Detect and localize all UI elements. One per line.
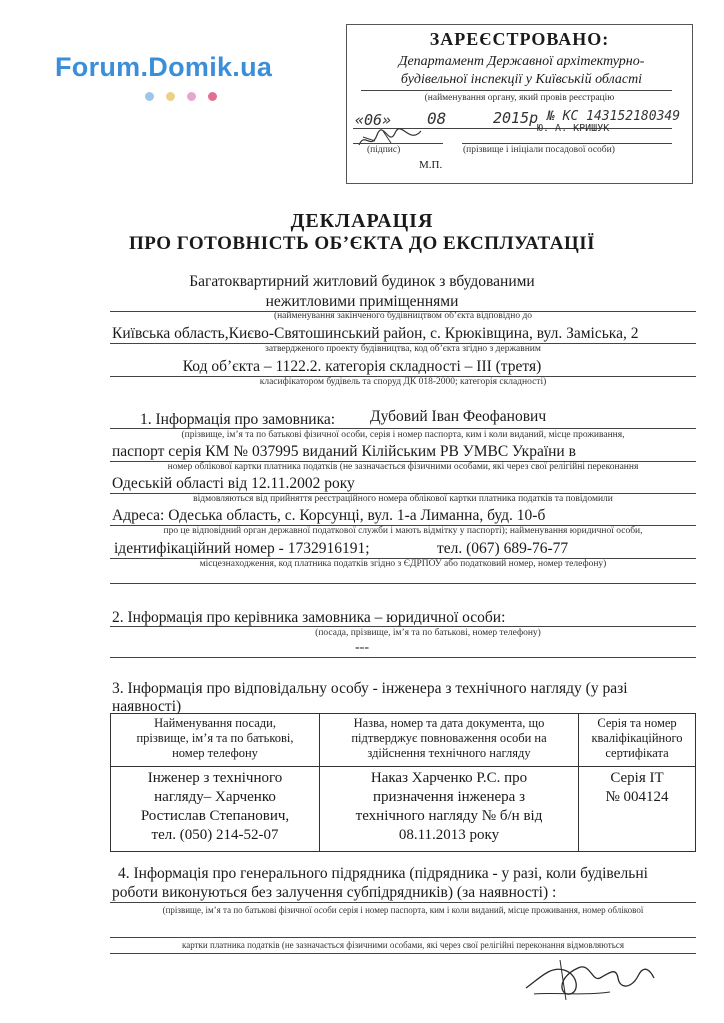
section1-heading: 1. Інформація про замовника:	[140, 411, 336, 428]
signature	[520, 948, 660, 1008]
section3-heading-line2: наявності)	[112, 698, 182, 715]
section2-heading: 2. Інформація про керівника замовника – юридичної особи:	[112, 609, 506, 626]
cell-text: 08.11.2013 року	[398, 827, 500, 843]
customer-name: Дубовий Іван Феофанович	[370, 408, 547, 425]
table-cell	[579, 767, 696, 852]
section1-caption1: (прізвище, ім’я та по батькові фізичної особи, серія і номер паспорта, ким і коли виданий, місце проживання,	[181, 430, 625, 440]
header-text: номер телефону	[172, 746, 258, 760]
object-address: Київська область,Києво-Святошинський район, с. Крюківщина, вул. Заміська, 2	[112, 325, 639, 342]
section3-heading-line1: 3. Інформація про відповідальну особу - інженера з технічного нагляду (у разі	[112, 680, 628, 697]
customer-passport: паспорт серія КМ № 037995 виданий Кілійським РВ УМВС України в	[112, 443, 576, 460]
stamp-mp: М.П.	[419, 159, 443, 171]
site-logo: Forum.Domik.ua	[55, 52, 273, 82]
object-caption3: класифікатором будівель та споруд ДК 018-2000; категорія складності)	[259, 377, 547, 387]
header-text: Найменування посади,	[154, 716, 276, 730]
object-name-line2: нежитловими приміщеннями	[265, 293, 459, 310]
section2-value: ---	[355, 640, 369, 655]
header-text: Назва, номер та дата документа, що	[353, 716, 545, 730]
stamp-dept-line1: Департамент Державної архітектурно-	[398, 54, 645, 69]
object-caption2: затвердженого проекту будівництва, код об’єкта згідно з державним	[265, 344, 541, 354]
passport-issued: Одеській області від 12.11.2002 року	[112, 475, 355, 492]
section4-heading-line1: 4. Інформація про генерального підрядника (підрядника - у разі, коли будівельні	[118, 865, 648, 882]
table-header-cell	[579, 714, 696, 767]
section4-caption1: (прізвище, ім’я та по батькові фізичної особи серія і номер паспорта, ким і коли виданий, місце проживання, номер облікової	[162, 905, 644, 915]
stamp-name: Ю. А. КРИШУК	[537, 123, 610, 134]
header-text: здійснення технічного нагляду	[367, 746, 531, 760]
cell-text: Ростислав Степанович,	[140, 808, 290, 824]
cell-text: Серія ІТ	[610, 770, 664, 786]
stamp-sign-caption: (підпис)	[367, 145, 401, 155]
header-text: кваліфікаційного	[591, 731, 683, 745]
logo-dot	[166, 92, 175, 101]
cell-text: Наказ Харченко Р.С. про	[370, 770, 528, 786]
section2-caption: (посада, прізвище, ім’я та по батькові, номер телефону)	[315, 628, 541, 638]
stamp-title: ЗАРЕЄСТРОВАНО:	[429, 29, 610, 49]
stamp-date-day: «06»	[355, 111, 392, 129]
object-name-line1: Багатоквартирний житловий будинок з вбудованими	[189, 273, 535, 290]
section4-caption2: картки платника податків (не зазначається фізичними особами, які через свої релігійні переконання відмовляються	[182, 940, 624, 950]
table-header-cell	[111, 714, 320, 767]
object-caption1: (найменування закінченого будівництвом об’єкта відповідно до	[273, 311, 533, 321]
stamp-department	[361, 53, 682, 89]
customer-address: Адреса: Одеська область, с. Корсунці, вул. 1-а Лиманна, буд. 10-б	[112, 507, 546, 524]
table-row	[111, 767, 696, 852]
document-subtitle: ПРО ГОТОВНІСТЬ ОБ’ЄКТА ДО ЕКСПЛУАТАЦІЇ	[128, 233, 596, 254]
table-cell	[320, 767, 579, 852]
tech-supervisor-table	[110, 713, 696, 852]
stamp-year: 2015р	[493, 109, 539, 127]
cell-text: нагляду– Харченко	[154, 789, 276, 805]
stamp-reg-number: № КС 143152180349	[547, 109, 681, 124]
header-text: прізвище, ім’я та по батькові,	[136, 731, 294, 745]
object-code: Код об’єкта – 1122.2. категорія складності – ІІІ (третя)	[182, 358, 542, 375]
section1-caption4: про це відповідний орган державної податкової служби і мають відмітку у паспорті); найменування юридичної особи,	[163, 526, 643, 536]
table-header-cell	[320, 714, 579, 767]
table-cell	[111, 767, 320, 852]
customer-phone: тел. (067) 689-76-77	[437, 540, 569, 557]
stamp-dept-caption: (найменування органу, який провів реєстрацію	[424, 93, 615, 103]
header-text: Серія та номер	[597, 716, 677, 730]
stamp-dept-line2: будівельної інспекції у Київській області	[400, 72, 643, 87]
cell-text: тел. (050) 214-52-07	[151, 827, 279, 843]
table-header-row	[111, 714, 696, 767]
logo-dot	[208, 92, 217, 101]
logo-dot	[145, 92, 154, 101]
logo-dot	[187, 92, 196, 101]
document-title: ДЕКЛАРАЦІЯ	[290, 210, 434, 232]
header-text: підтверджує повноваження особи на	[351, 731, 547, 745]
cell-text: № 004124	[605, 789, 669, 805]
stamp-date-month: 08	[427, 109, 447, 128]
section4-heading-line2: роботи виконуються без залучення субпідрядників) (за наявності) :	[112, 884, 557, 901]
section1-caption5: місцезнаходження, код платника податків згідно з ЄДРПОУ або податковий номер, номер телефону)	[199, 559, 607, 569]
stamp-name-caption: (прізвище і ініціали посадової особи)	[463, 145, 615, 155]
cell-text: Інженер з технічного	[147, 770, 283, 786]
section1-caption2: номер облікової картки платника податків (не зазначається фізичними особами, які через свої релігійні переконання	[167, 462, 639, 472]
logo-dots	[145, 88, 229, 106]
customer-id-number: ідентифікаційний номер - 1732916191;	[114, 540, 370, 557]
cell-text: призначення інженера з	[372, 789, 525, 805]
cell-text: технічного нагляду № б/н від	[355, 808, 543, 824]
registration-stamp	[346, 24, 693, 184]
section1-caption3: відмовляються від прийняття реєстраційного номера облікової картки платника податків та повідомили	[193, 494, 613, 504]
header-text: сертифіката	[605, 746, 669, 760]
